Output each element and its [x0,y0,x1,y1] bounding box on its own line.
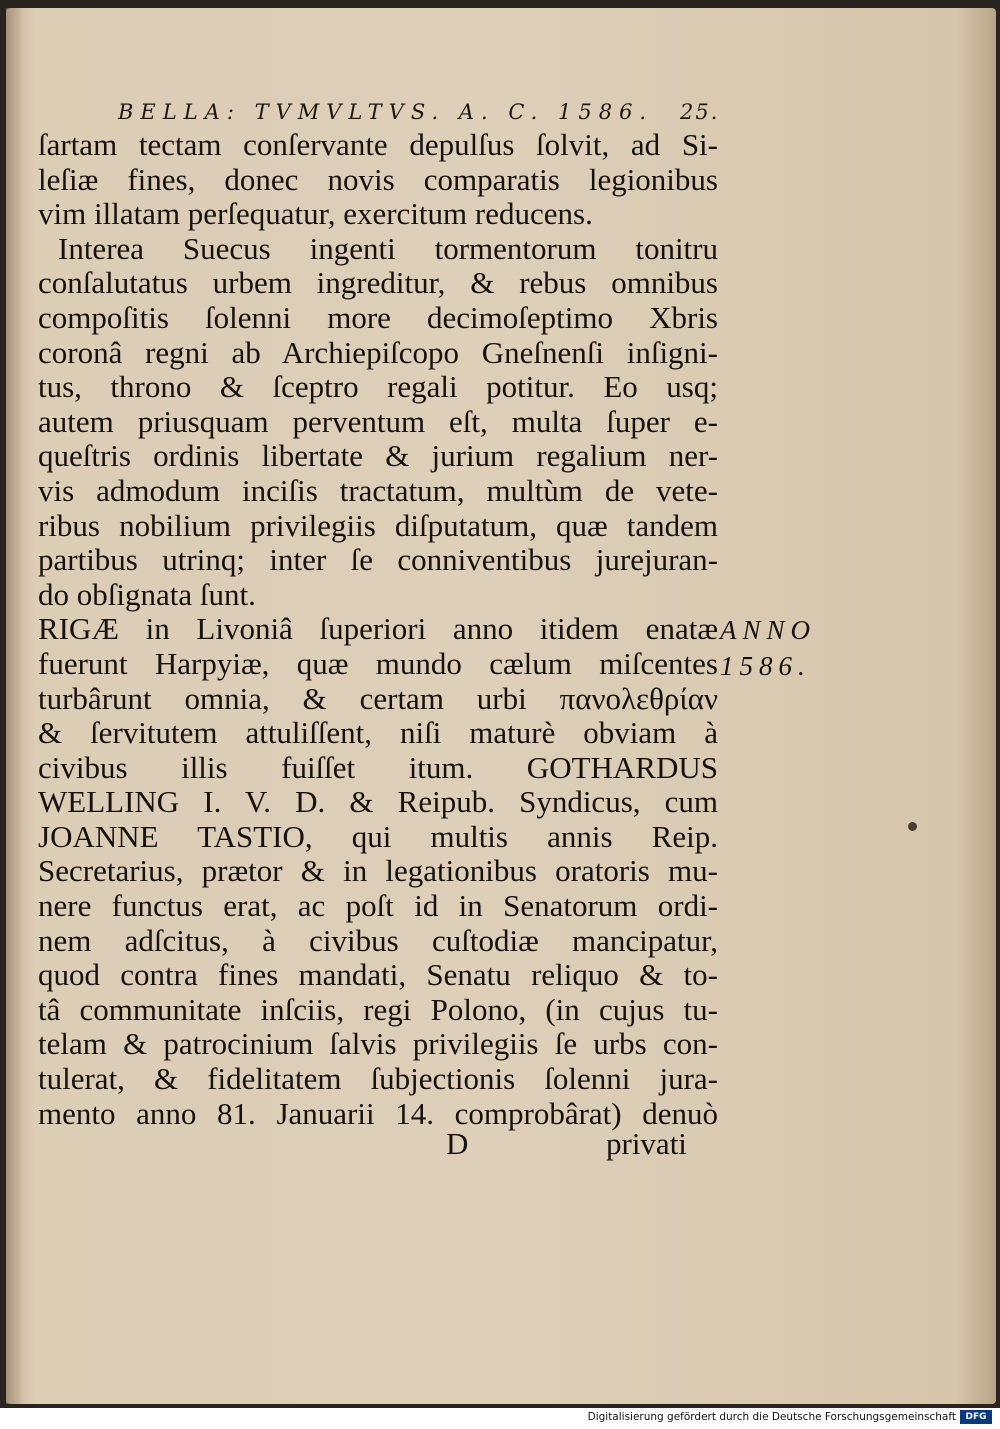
digitization-credit: Digitalisierung gefördert durch die Deutsche Forschungsgemeinschaft [587,1411,956,1423]
text-line: nere functus erat, ac poſt id in Senatorum ordi- [38,888,718,924]
text-line: JOANNE TASTIO, qui multis annis Reip. [38,818,718,854]
page-gutter-shadow [6,8,24,1404]
text-line: WELLING I. V. D. & Reipub. Syndicus, cum [38,784,718,820]
text-line: tâ communitate inſciis, regi Polono, (in cujus tu- [38,991,718,1027]
text-line: leſiæ fines, donec novis comparatis legionibus [38,161,718,197]
text-line: vis admodum inciſis tractatum, multùm de vete- [38,472,718,508]
text-line: ribus nobilium privilegiis diſputatum, quæ tandem [38,507,718,543]
text-line: compoſitis ſolenni more decimoſeptimo Xbris [38,299,718,335]
text-line: queſtris ordinis libertate & jurium regalium ner- [38,438,718,474]
text-line: civibus illis fuiſſet itum. GOTHARDUS [38,749,718,785]
text-line: nem adſcitus, à civibus cuſtodiæ mancipatur, [38,922,718,958]
margin-note [720,612,830,684]
text-line: turbârunt omnia, & certam urbi πανολεθρίαν [38,680,718,716]
text-line: Secretarius, prætor & in legationibus oratoris mu- [38,853,718,889]
margin-note-year: 1586. [720,651,811,681]
text-line: ſartam tectam conſervante depulſus ſolvit, ad Si- [38,127,718,162]
body-text [38,128,718,1131]
text-line: tus, throno & ſceptro regali potitur. Eo usq; [38,369,718,405]
signature-mark: D [446,1126,469,1161]
text-line: fuerunt Harpyiæ, quæ mundo cælum miſcentes [38,645,718,681]
running-head: BELLA: TVMVLTVS. A. C. 1586. [118,100,654,124]
catchword: privati [606,1126,687,1161]
text-line: mento anno 81. Januarii 14. comprobârat) denuò [38,1095,718,1131]
text-line: tulerat, & fidelitatem ſubjectionis ſolenni jura- [38,1061,718,1097]
page-number: 25. [680,100,720,124]
text-line: autem priusquam perventum eſt, multa ſuper e- [38,403,718,439]
ink-spot [908,822,917,831]
text-line: coronâ regni ab Archiepiſcopo Gneſnenſi inſigni- [38,334,718,370]
text-line: partibus utrinq; inter ſe conniventibus jurejuran- [38,542,718,578]
text-line: Interea Suecus ingenti tormentorum tonitru [58,230,718,266]
text-line: conſalutatus urbem ingreditur, & rebus omnibus [38,265,718,301]
text-line: telam & patrocinium ſalvis privilegiis ſe urbs con- [38,1026,718,1062]
text-line: quod contra fines mandati, Senatu reliquo & to- [38,957,718,993]
text-line: RIGÆ in Livoniâ ſuperiori anno itidem enatæ [38,611,718,647]
margin-note-word: ANNO [720,615,817,645]
text-line: vim illatam perſequatur, exercitum reducens. [38,196,593,232]
dfg-logo-icon: DFG [960,1410,992,1424]
text-line: do obſignata ſunt. [38,576,256,612]
text-line: & ſervitutem attuliſſent, niſi maturè obviam à [38,715,718,751]
